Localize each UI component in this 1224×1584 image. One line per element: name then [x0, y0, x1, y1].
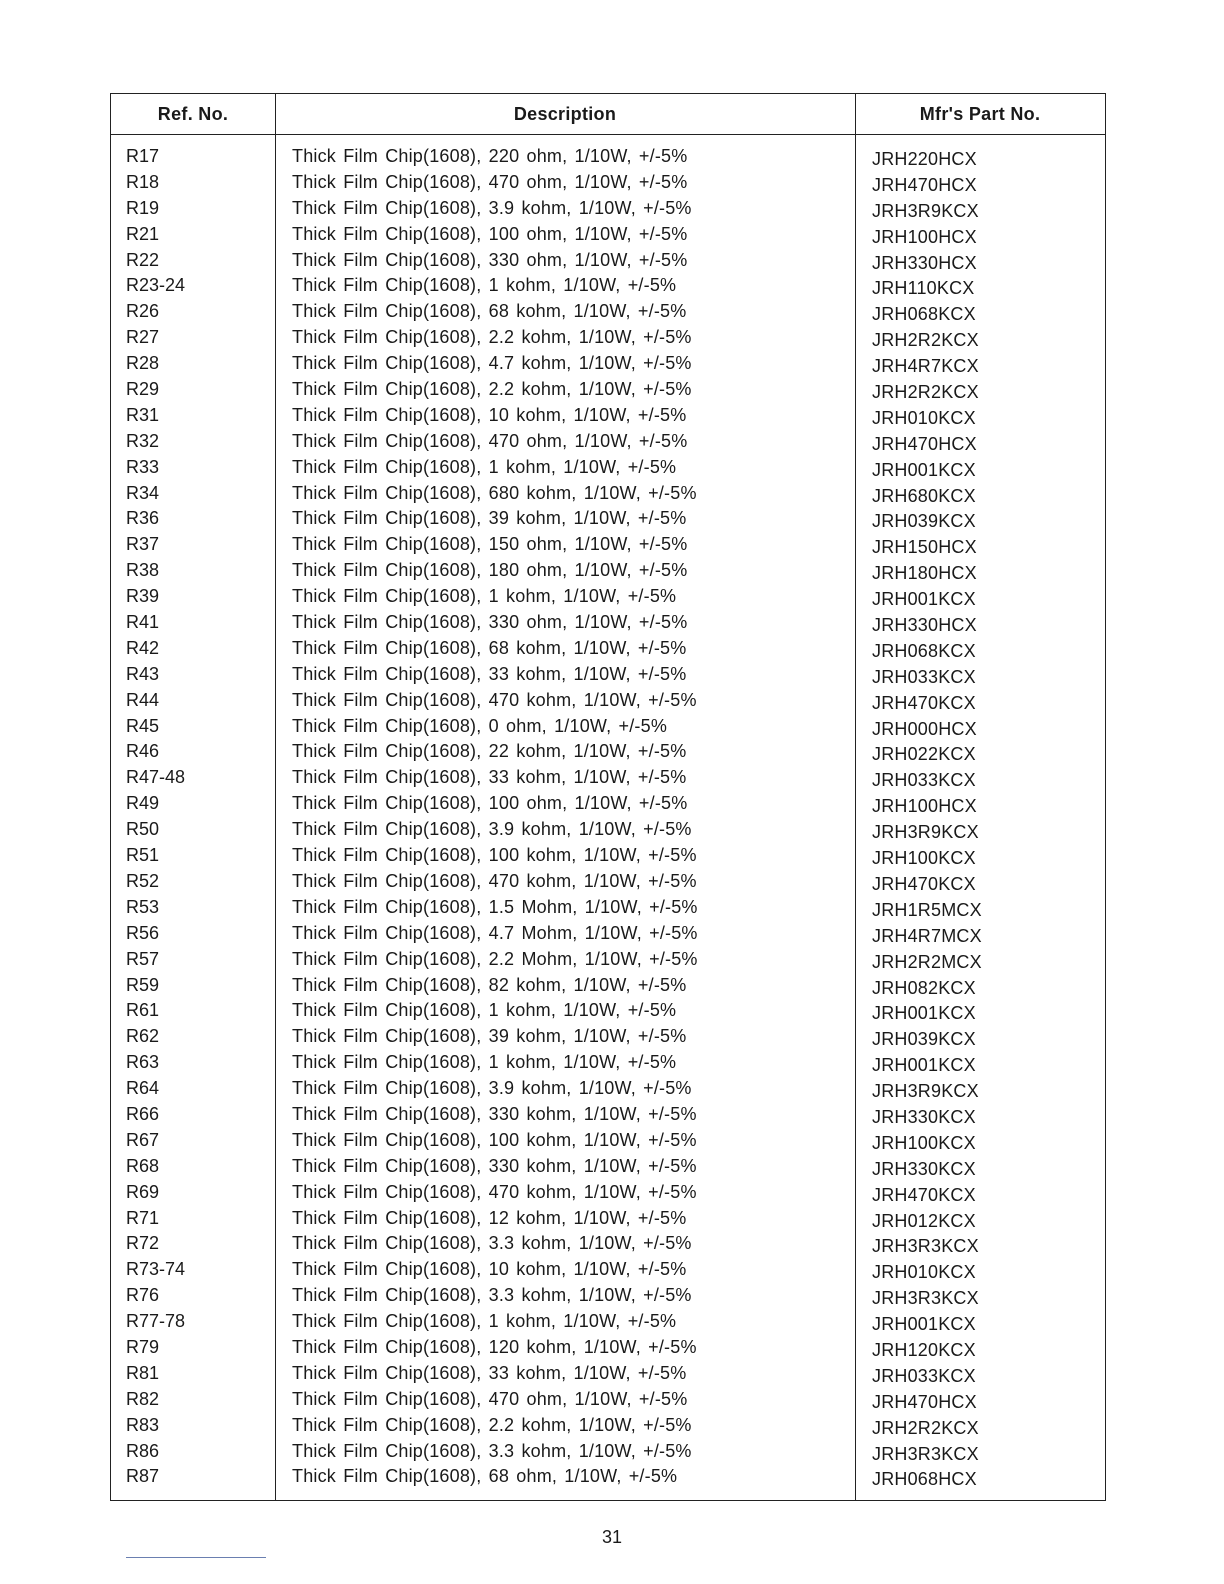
part-no-cell: JRH470KCX: [872, 692, 976, 713]
table-row: [111, 1154, 1105, 1180]
part-no-cell: JRH180HCX: [872, 563, 977, 584]
part-no-cell: JRH3R9KCX: [872, 1081, 979, 1102]
table-row: [111, 1024, 1105, 1050]
part-no-cell: JRH001KCX: [872, 1003, 976, 1024]
ref-no-cell: R57: [126, 948, 160, 969]
ref-no-cell: R32: [126, 430, 160, 451]
ref-no-cell: R83: [126, 1414, 160, 1435]
ref-no-cell: R41: [126, 612, 160, 633]
description-cell: Thick Film Chip(1608), 3.3 kohm, 1/10W, +/-5%: [292, 1285, 692, 1306]
table-row: [111, 1464, 1105, 1490]
description-cell: Thick Film Chip(1608), 1 kohm, 1/10W, +/-5%: [292, 1052, 677, 1073]
ref-no-cell: R27: [126, 327, 160, 348]
table-row: [111, 1283, 1105, 1309]
part-no-cell: JRH068KCX: [872, 304, 976, 325]
description-cell: Thick Film Chip(1608), 68 kohm, 1/10W, +/-5%: [292, 637, 687, 658]
ref-no-cell: R77-78: [126, 1311, 186, 1332]
description-cell: Thick Film Chip(1608), 2.2 kohm, 1/10W, +/-5%: [292, 327, 692, 348]
ref-no-cell: R69: [126, 1181, 160, 1202]
part-no-cell: JRH110KCX: [872, 278, 975, 299]
description-cell: Thick Film Chip(1608), 100 kohm, 1/10W, +/-5%: [292, 845, 697, 866]
table-row: [111, 1387, 1105, 1413]
table-row: [111, 1309, 1105, 1335]
ref-no-cell: R66: [126, 1103, 160, 1124]
ref-no-cell: R45: [126, 715, 160, 736]
table-row: [111, 714, 1105, 740]
part-no-cell: JRH4R7KCX: [872, 356, 979, 377]
description-cell: Thick Film Chip(1608), 330 ohm, 1/10W, +/-5%: [292, 612, 688, 633]
ref-no-cell: R42: [126, 637, 160, 658]
ref-no-cell: R52: [126, 870, 160, 891]
ref-no-cell: R23-24: [126, 275, 186, 296]
part-no-cell: JRH120KCX: [872, 1339, 976, 1360]
ref-no-cell: R33: [126, 456, 160, 477]
part-no-cell: JRH2R2KCX: [872, 330, 979, 351]
part-no-cell: JRH010KCX: [872, 407, 976, 428]
part-no-cell: JRH470HCX: [872, 1391, 977, 1412]
part-no-cell: JRH470HCX: [872, 174, 977, 195]
part-no-cell: JRH2R2MCX: [872, 951, 982, 972]
table-row: [111, 222, 1105, 248]
ref-no-cell: R47-48: [126, 767, 186, 788]
part-no-cell: JRH4R7MCX: [872, 925, 982, 946]
table-row: [111, 610, 1105, 636]
description-cell: Thick Film Chip(1608), 33 kohm, 1/10W, +/-5%: [292, 663, 687, 684]
table-row: [111, 351, 1105, 377]
part-no-cell: JRH001KCX: [872, 1055, 976, 1076]
table-row: [111, 144, 1105, 170]
ref-no-cell: R86: [126, 1440, 160, 1461]
description-cell: Thick Film Chip(1608), 0 ohm, 1/10W, +/-5%: [292, 715, 668, 736]
part-no-cell: JRH068HCX: [872, 1469, 977, 1490]
header-divider: [111, 134, 1105, 135]
part-no-cell: JRH001KCX: [872, 589, 976, 610]
ref-no-cell: R39: [126, 586, 160, 607]
table-row: [111, 196, 1105, 222]
ref-no-cell: R31: [126, 404, 160, 425]
ref-no-cell: R49: [126, 793, 160, 814]
description-cell: Thick Film Chip(1608), 330 kohm, 1/10W, +/-5%: [292, 1103, 697, 1124]
ref-no-cell: R26: [126, 301, 160, 322]
description-cell: Thick Film Chip(1608), 1.5 Mohm, 1/10W, +/-5%: [292, 896, 698, 917]
ref-no-cell: R53: [126, 896, 160, 917]
table-row: [111, 429, 1105, 455]
ref-no-cell: R17: [126, 146, 160, 166]
table-row: [111, 403, 1105, 429]
part-no-cell: JRH082KCX: [872, 977, 976, 998]
table-row: [111, 1076, 1105, 1102]
ref-no-cell: R46: [126, 741, 160, 762]
ref-no-cell: R73-74: [126, 1259, 186, 1280]
description-cell: Thick Film Chip(1608), 470 ohm, 1/10W, +/-5%: [292, 1388, 688, 1409]
ref-no-cell: R51: [126, 845, 160, 866]
description-cell: Thick Film Chip(1608), 100 ohm, 1/10W, +/-5%: [292, 793, 688, 814]
ref-no-cell: R63: [126, 1052, 160, 1073]
table-row: [111, 506, 1105, 532]
description-cell: Thick Film Chip(1608), 1 kohm, 1/10W, +/-5%: [292, 1311, 677, 1332]
table-row: [111, 481, 1105, 507]
table-row: [111, 998, 1105, 1024]
description-cell: Thick Film Chip(1608), 180 ohm, 1/10W, +/-5%: [292, 560, 688, 581]
ref-no-cell: R68: [126, 1155, 160, 1176]
description-cell: Thick Film Chip(1608), 39 kohm, 1/10W, +/-5%: [292, 1026, 687, 1047]
part-no-cell: JRH3R9KCX: [872, 822, 979, 843]
parts-table: [110, 93, 1106, 1501]
ref-no-cell: R61: [126, 1000, 160, 1021]
ref-no-cell: R44: [126, 689, 160, 710]
description-cell: Thick Film Chip(1608), 3.9 kohm, 1/10W, +/-5%: [292, 819, 692, 840]
part-no-cell: JRH2R2KCX: [872, 382, 979, 403]
description-cell: Thick Film Chip(1608), 3.3 kohm, 1/10W, +/-5%: [292, 1440, 692, 1461]
description-cell: Thick Film Chip(1608), 3.9 kohm, 1/10W, +/-5%: [292, 197, 692, 218]
part-no-cell: JRH330HCX: [872, 252, 977, 273]
part-no-cell: JRH220HCX: [872, 149, 977, 169]
table-row: [111, 455, 1105, 481]
description-cell: Thick Film Chip(1608), 470 kohm, 1/10W, +/-5%: [292, 689, 697, 710]
part-no-cell: JRH100KCX: [872, 1132, 976, 1153]
description-cell: Thick Film Chip(1608), 82 kohm, 1/10W, +/-5%: [292, 974, 687, 995]
part-no-cell: JRH012KCX: [872, 1210, 976, 1231]
description-cell: Thick Film Chip(1608), 33 kohm, 1/10W, +/-5%: [292, 767, 687, 788]
part-no-cell: JRH068KCX: [872, 640, 976, 661]
description-cell: Thick Film Chip(1608), 100 ohm, 1/10W, +/-5%: [292, 223, 688, 244]
ref-no-cell: R36: [126, 508, 160, 529]
part-no-cell: JRH470HCX: [872, 433, 977, 454]
ref-no-cell: R37: [126, 534, 160, 555]
ref-no-cell: R56: [126, 922, 160, 943]
ref-no-cell: R29: [126, 379, 160, 400]
table-row: [111, 1257, 1105, 1283]
description-cell: Thick Film Chip(1608), 1 kohm, 1/10W, +/-5%: [292, 275, 677, 296]
description-cell: Thick Film Chip(1608), 470 kohm, 1/10W, +/-5%: [292, 870, 697, 891]
table-row: [111, 1231, 1105, 1257]
header-ref-no: Ref. No.: [157, 104, 229, 124]
table-row: [111, 248, 1105, 274]
part-no-cell: JRH150HCX: [872, 537, 977, 558]
part-no-cell: JRH001KCX: [872, 459, 976, 480]
table-body: [111, 144, 1105, 1490]
part-no-cell: JRH330KCX: [872, 1106, 976, 1127]
description-cell: Thick Film Chip(1608), 1 kohm, 1/10W, +/-5%: [292, 456, 677, 477]
description-cell: Thick Film Chip(1608), 220 ohm, 1/10W, +/-5%: [292, 146, 688, 166]
table-row: [111, 558, 1105, 584]
description-cell: Thick Film Chip(1608), 68 kohm, 1/10W, +/-5%: [292, 301, 687, 322]
table-row: [111, 636, 1105, 662]
table-row: [111, 1102, 1105, 1128]
description-cell: Thick Film Chip(1608), 100 kohm, 1/10W, +/-5%: [292, 1129, 697, 1150]
ref-no-cell: R81: [126, 1362, 160, 1383]
description-cell: Thick Film Chip(1608), 1 kohm, 1/10W, +/-5%: [292, 1000, 677, 1021]
part-no-cell: JRH1R5MCX: [872, 899, 982, 920]
part-no-cell: JRH3R3KCX: [872, 1443, 979, 1464]
ref-no-cell: R87: [126, 1466, 160, 1487]
description-cell: Thick Film Chip(1608), 68 ohm, 1/10W, +/-5%: [292, 1466, 678, 1487]
description-cell: Thick Film Chip(1608), 120 kohm, 1/10W, +/-5%: [292, 1336, 697, 1357]
description-cell: Thick Film Chip(1608), 470 ohm, 1/10W, +/-5%: [292, 430, 688, 451]
table-row: [111, 973, 1105, 999]
description-cell: Thick Film Chip(1608), 2.2 Mohm, 1/10W, +/-5%: [292, 948, 698, 969]
table-row: [111, 1050, 1105, 1076]
description-cell: Thick Film Chip(1608), 4.7 kohm, 1/10W, +/-5%: [292, 353, 692, 374]
header-description: Description: [513, 104, 617, 124]
table-row: [111, 895, 1105, 921]
table-row: [111, 817, 1105, 843]
part-no-cell: JRH039KCX: [872, 511, 976, 532]
ref-no-cell: R34: [126, 482, 160, 503]
description-cell: Thick Film Chip(1608), 2.2 kohm, 1/10W, +/-5%: [292, 1414, 692, 1435]
part-no-cell: JRH2R2KCX: [872, 1417, 979, 1438]
ref-no-cell: R50: [126, 819, 160, 840]
description-cell: Thick Film Chip(1608), 12 kohm, 1/10W, +/-5%: [292, 1207, 687, 1228]
ref-no-cell: R18: [126, 171, 160, 192]
description-cell: Thick Film Chip(1608), 470 ohm, 1/10W, +/-5%: [292, 171, 688, 192]
table-row: [111, 765, 1105, 791]
ref-no-cell: R21: [126, 223, 160, 244]
ref-no-cell: R79: [126, 1336, 160, 1357]
part-no-cell: JRH330KCX: [872, 1158, 976, 1179]
page-number: 31: [601, 1527, 623, 1547]
description-cell: Thick Film Chip(1608), 10 kohm, 1/10W, +/-5%: [292, 404, 687, 425]
table-row: [111, 921, 1105, 947]
table-row: [111, 1335, 1105, 1361]
description-cell: Thick Film Chip(1608), 470 kohm, 1/10W, +/-5%: [292, 1181, 697, 1202]
ref-no-cell: R64: [126, 1078, 160, 1099]
table-row: [111, 843, 1105, 869]
description-cell: Thick Film Chip(1608), 330 kohm, 1/10W, +/-5%: [292, 1155, 697, 1176]
ref-no-cell: R62: [126, 1026, 160, 1047]
description-cell: Thick Film Chip(1608), 33 kohm, 1/10W, +/-5%: [292, 1362, 687, 1383]
part-no-cell: JRH033KCX: [872, 666, 976, 687]
description-cell: Thick Film Chip(1608), 22 kohm, 1/10W, +/-5%: [292, 741, 687, 762]
ref-no-cell: R76: [126, 1285, 160, 1306]
footer-rule: [126, 1557, 266, 1558]
description-cell: Thick Film Chip(1608), 10 kohm, 1/10W, +/-5%: [292, 1259, 687, 1280]
part-no-cell: JRH039KCX: [872, 1029, 976, 1050]
ref-no-cell: R59: [126, 974, 160, 995]
table-row: [111, 947, 1105, 973]
table-row: [111, 1413, 1105, 1439]
part-no-cell: JRH100HCX: [872, 796, 977, 817]
description-cell: Thick Film Chip(1608), 4.7 Mohm, 1/10W, +/-5%: [292, 922, 698, 943]
table-row: [111, 377, 1105, 403]
part-no-cell: JRH3R3KCX: [872, 1236, 979, 1257]
ref-no-cell: R22: [126, 249, 160, 270]
ref-no-cell: R28: [126, 353, 160, 374]
table-row: [111, 170, 1105, 196]
part-no-cell: JRH100HCX: [872, 226, 977, 247]
table-row: [111, 1206, 1105, 1232]
header-part-no: Mfr's Part No.: [919, 104, 1041, 124]
table-row: [111, 1361, 1105, 1387]
description-cell: Thick Film Chip(1608), 330 ohm, 1/10W, +/-5%: [292, 249, 688, 270]
part-no-cell: JRH330HCX: [872, 615, 977, 636]
ref-no-cell: R19: [126, 197, 160, 218]
part-no-cell: JRH022KCX: [872, 744, 976, 765]
part-no-cell: JRH3R9KCX: [872, 200, 979, 221]
table-row: [111, 662, 1105, 688]
table-row: [111, 1439, 1105, 1465]
description-cell: Thick Film Chip(1608), 39 kohm, 1/10W, +/-5%: [292, 508, 687, 529]
table-row: [111, 739, 1105, 765]
description-cell: Thick Film Chip(1608), 2.2 kohm, 1/10W, +/-5%: [292, 379, 692, 400]
ref-no-cell: R82: [126, 1388, 160, 1409]
part-no-cell: JRH010KCX: [872, 1262, 976, 1283]
part-no-cell: JRH100KCX: [872, 848, 976, 869]
table-row: [111, 869, 1105, 895]
ref-no-cell: R67: [126, 1129, 160, 1150]
part-no-cell: JRH001KCX: [872, 1314, 976, 1335]
description-cell: Thick Film Chip(1608), 3.3 kohm, 1/10W, +/-5%: [292, 1233, 692, 1254]
description-cell: Thick Film Chip(1608), 3.9 kohm, 1/10W, +/-5%: [292, 1078, 692, 1099]
part-no-cell: JRH033KCX: [872, 1365, 976, 1386]
table-row: [111, 532, 1105, 558]
table-row: [111, 791, 1105, 817]
ref-no-cell: R72: [126, 1233, 160, 1254]
table-row: [111, 1180, 1105, 1206]
description-cell: Thick Film Chip(1608), 150 ohm, 1/10W, +/-5%: [292, 534, 688, 555]
table-row: [111, 273, 1105, 299]
description-cell: Thick Film Chip(1608), 680 kohm, 1/10W, +/-5%: [292, 482, 697, 503]
ref-no-cell: R43: [126, 663, 160, 684]
table-row: [111, 584, 1105, 610]
part-no-cell: JRH000HCX: [872, 718, 977, 739]
part-no-cell: JRH470KCX: [872, 873, 976, 894]
table-row: [111, 1128, 1105, 1154]
description-cell: Thick Film Chip(1608), 1 kohm, 1/10W, +/-5%: [292, 586, 677, 607]
table-row: [111, 325, 1105, 351]
ref-no-cell: R38: [126, 560, 160, 581]
table-row: [111, 688, 1105, 714]
part-no-cell: JRH680KCX: [872, 485, 976, 506]
part-no-cell: JRH3R3KCX: [872, 1288, 979, 1309]
ref-no-cell: R71: [126, 1207, 160, 1228]
part-no-cell: JRH470KCX: [872, 1184, 976, 1205]
table-row: [111, 299, 1105, 325]
part-no-cell: JRH033KCX: [872, 770, 976, 791]
